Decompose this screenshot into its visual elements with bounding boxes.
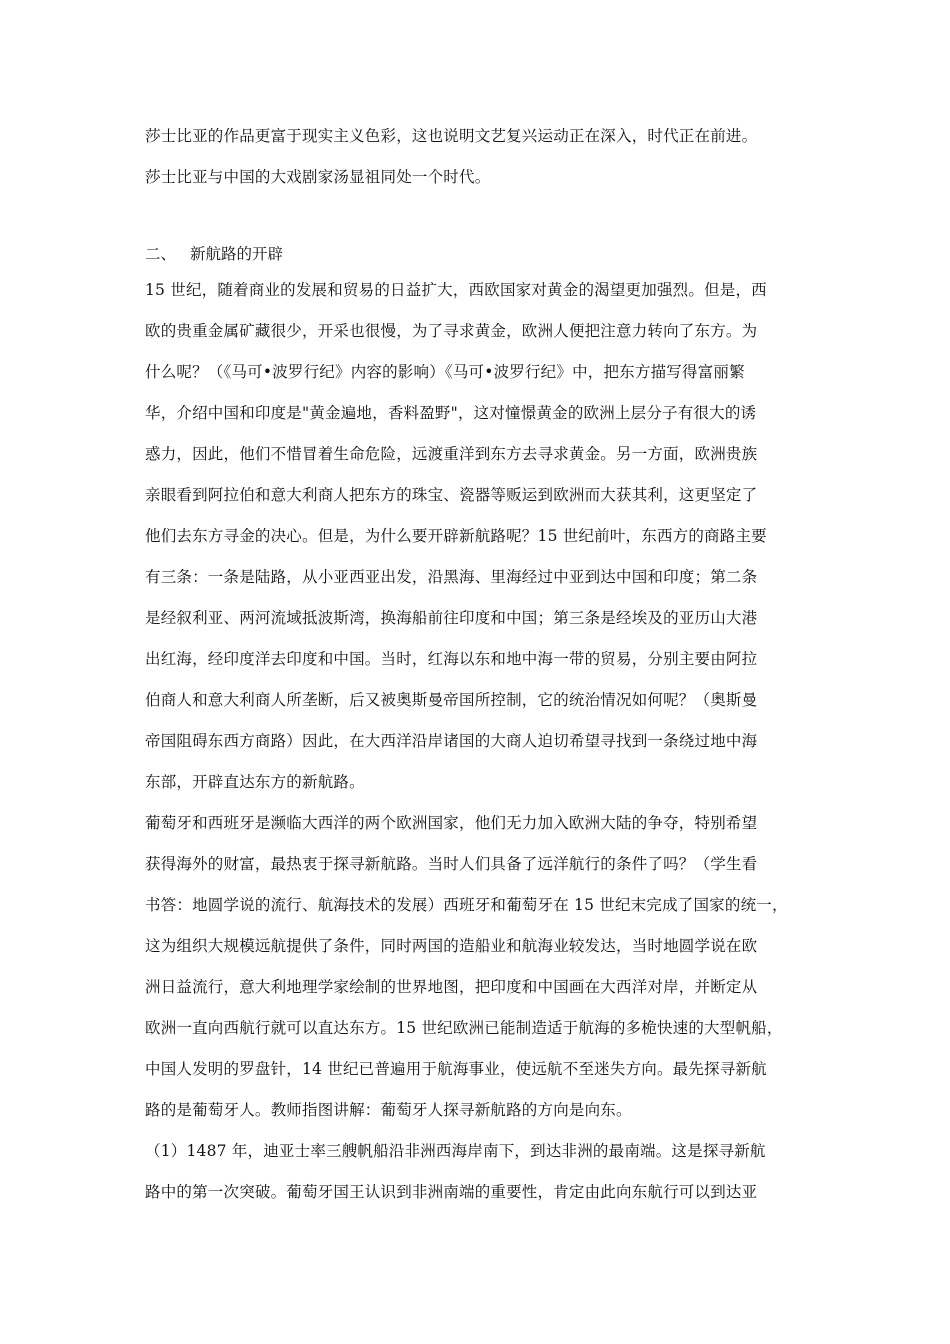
text-line: 帝国阻碍东西方商路）因此，在大西洋沿岸诸国的大商人迫切希望寻找到一条绕过地中海: [145, 732, 758, 750]
text-line: 欧的贵重金属矿藏很少，开采也很慢，为了寻求黄金，欧洲人便把注意力转向了东方。为: [145, 322, 758, 340]
text-line: 出红海，经印度洋去印度和中国。当时，红海以东和地中海一带的贸易，分别主要由阿拉: [145, 650, 758, 668]
text-line: 这为组织大规模远航提供了条件，同时两国的造船业和航海业较发达，当时地圆学说在欧: [145, 937, 758, 955]
section-title: 新航路的开辟: [190, 245, 284, 263]
text-line: 书答：地圆学说的流行、航海技术的发展）西班牙和葡萄牙在 15 世纪末完成了国家的统一，: [145, 896, 788, 914]
text-line: 15 世纪，随着商业的发展和贸易的日益扩大，西欧国家对黄金的渴望更加强烈。但是，西: [145, 281, 767, 299]
text-line: 路中的第一次突破。葡萄牙国王认识到非洲南端的重要性，肯定由此向东航行可以到达亚: [145, 1183, 758, 1201]
text-line: 伯商人和意大利商人所垄断，后又被奥斯曼帝国所控制，它的统治情况如何呢？（奥斯曼: [145, 691, 758, 709]
text-line: 亲眼看到阿拉伯和意大利商人把东方的珠宝、瓷器等贩运到欧洲而大获其利，这更坚定了: [145, 486, 758, 504]
body-text: [145, 270, 809, 1213]
text-line: 欧洲一直向西航行就可以直达东方。15 世纪欧洲已能制造适于航海的多桅快速的大型帆船，: [145, 1019, 783, 1037]
section-heading: [145, 234, 283, 275]
text-line: 惑力，因此，他们不惜冒着生命危险，远渡重洋到东方去寻求黄金。另一方面，欧洲贵族: [145, 445, 758, 463]
text-line: 路的是葡萄牙人。教师指图讲解：葡萄牙人探寻新航路的方向是向东。: [145, 1101, 632, 1119]
intro-paragraph: [145, 116, 809, 198]
text-line: 中国人发明的罗盘针，14 世纪已普遍用于航海事业，使远航不至迷失方向。最先探寻新航: [145, 1060, 767, 1078]
text-line: 获得海外的财富，最热衷于探寻新航路。当时人们具备了远洋航行的条件了吗？（学生看: [145, 855, 758, 873]
text-line: 什么呢？（《马可•波罗行纪》内容的影响）《马可•波罗行纪》中，把东方描写得富丽繁: [145, 363, 745, 381]
text-line: 他们去东方寻金的决心。但是，为什么要开辟新航路呢？15 世纪前叶，东西方的商路主要: [145, 527, 767, 545]
text-line: 有三条：一条是陆路，从小亚西亚出发，沿黑海、里海经过中亚到达中国和印度；第二条: [145, 568, 758, 586]
text-line: （1）1487 年，迪亚士率三艘帆船沿非洲西海岸南下，到达非洲的最南端。这是探寻新航: [145, 1142, 766, 1160]
text-line: 洲日益流行，意大利地理学家绘制的世界地图，把印度和中国画在大西洋对岸，并断定从: [145, 978, 758, 996]
text-line: 葡萄牙和西班牙是濒临大西洋的两个欧洲国家，他们无力加入欧洲大陆的争夺，特别希望: [145, 814, 758, 832]
text-line: 莎士比亚与中国的大戏剧家汤显祖同处一个时代。: [145, 168, 491, 186]
text-line: 莎士比亚的作品更富于现实主义色彩，这也说明文艺复兴运动正在深入，时代正在前进。: [145, 127, 758, 145]
text-line: 东部，开辟直达东方的新航路。: [145, 773, 365, 791]
text-line: 是经叙利亚、两河流域抵波斯湾，换海船前往印度和中国；第三条是经埃及的亚历山大港: [145, 609, 758, 627]
section-number: 二、: [145, 245, 177, 263]
text-line: 华，介绍中国和印度是"黄金遍地，香料盈野"，这对憧憬黄金的欧洲上层分子有很大的诱: [145, 404, 757, 422]
